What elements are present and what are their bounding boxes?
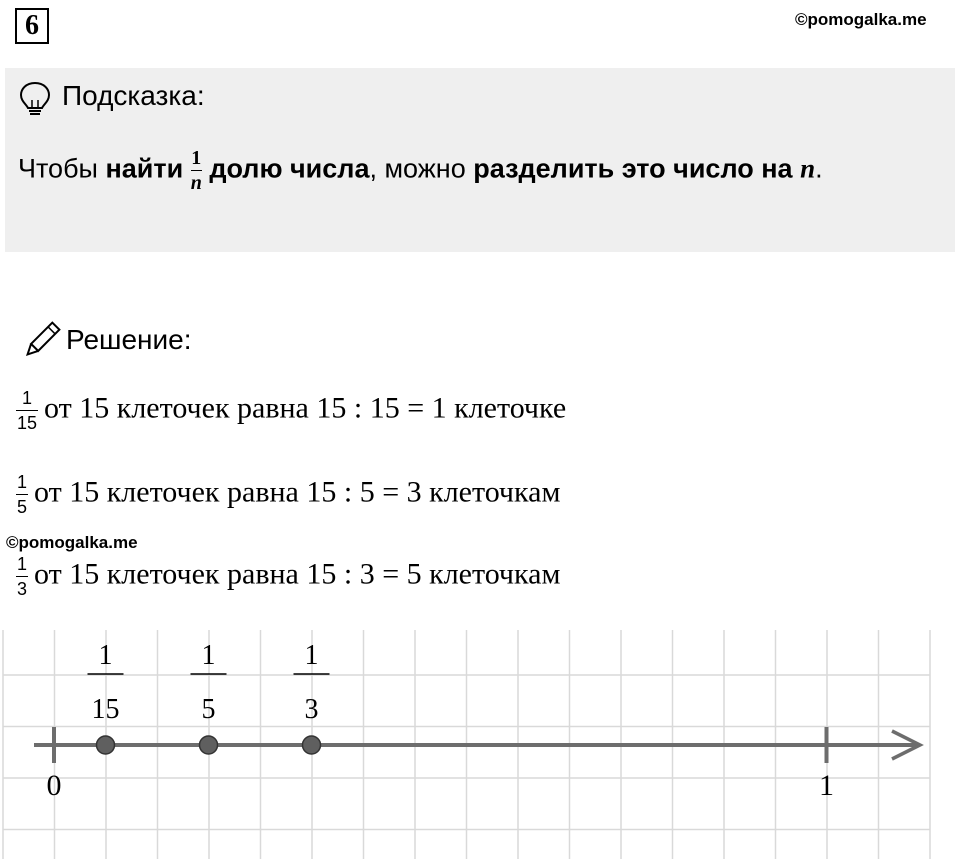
hint-bold-share: долю числа xyxy=(201,153,370,184)
solution-text: от 15 клеточек равна 15 : 5 = 3 клеточкам xyxy=(34,475,561,509)
fraction-den: 3 xyxy=(17,579,28,599)
solution-line-3 xyxy=(16,555,560,598)
task-number: 6 xyxy=(15,8,49,44)
hint-text-mid: , можно xyxy=(369,153,474,184)
solution-line-1 xyxy=(16,389,566,432)
fraction-num: 1 xyxy=(22,388,33,408)
number-line-figure xyxy=(0,622,960,859)
point-label-den: 15 xyxy=(91,694,120,725)
fraction-num: 1 xyxy=(17,472,28,492)
hint-bold-divide: разделить это число на xyxy=(473,153,801,184)
point-marker xyxy=(97,736,115,754)
solution-title: Решение: xyxy=(66,324,192,355)
hint-text-before: Чтобы xyxy=(18,153,106,184)
point-label-den: 3 xyxy=(304,694,319,725)
hint-text-end: . xyxy=(815,153,823,184)
point-marker xyxy=(200,736,218,754)
point-label-num: 1 xyxy=(304,640,319,671)
solution-text: от 15 клеточек равна 15 : 15 = 1 клеточке xyxy=(44,391,567,425)
point-label-den: 5 xyxy=(201,694,216,725)
solution-fraction xyxy=(16,389,38,432)
watermark-top: ©pomogalka.me xyxy=(795,10,927,29)
points xyxy=(88,640,330,754)
pencil-icon xyxy=(20,320,62,362)
hint-fraction-num: 1 xyxy=(191,147,202,169)
label-one: 1 xyxy=(819,769,834,802)
hint-title: Подсказка: xyxy=(62,80,205,111)
fraction-den: 15 xyxy=(17,413,38,433)
hint-fraction xyxy=(191,148,202,193)
hint-fraction-den: n xyxy=(190,172,202,194)
fraction-num: 1 xyxy=(17,554,28,574)
lightbulb-icon xyxy=(18,80,52,118)
hint-bold-find: найти xyxy=(105,153,191,184)
point-label-num: 1 xyxy=(201,640,216,671)
hint-text xyxy=(18,148,823,193)
watermark-mid: ©pomogalka.me xyxy=(6,533,138,552)
solution-line-2 xyxy=(16,473,560,516)
hint-variable-n: n xyxy=(800,153,816,184)
label-zero: 0 xyxy=(46,769,62,802)
solution-fraction xyxy=(16,555,28,598)
solution-fraction xyxy=(16,473,28,516)
point-label-num: 1 xyxy=(98,640,113,671)
solution-text: от 15 клеточек равна 15 : 3 = 5 клеточкам xyxy=(34,557,561,591)
point-marker xyxy=(303,736,321,754)
fraction-den: 5 xyxy=(17,497,28,517)
